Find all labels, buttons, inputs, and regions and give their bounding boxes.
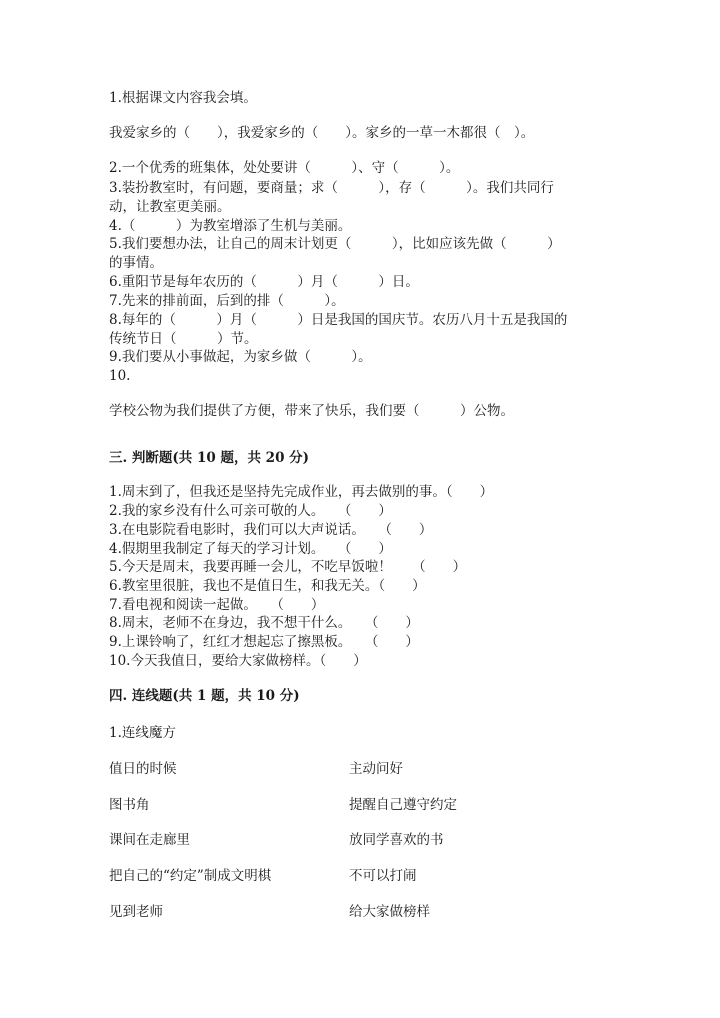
match-left-item: 把自己的“约定”制成文明棋 [109, 868, 272, 884]
match-left-item: 见到老师 [109, 904, 163, 920]
judge-item: 9.上课铃响了，红红才想起忘了擦黑板。 （ ） [109, 634, 419, 650]
section-title-match: 四. 连线题(共 1 题，共 10 分) [109, 688, 300, 704]
question-8-line-1: 8.每年的（ ）月（ ）日是我国的国庆节。农历八月十五是我国的 [109, 312, 568, 328]
question-10-body: 学校公物为我们提供了方便，带来了快乐，我们要（ ）公物。 [109, 403, 514, 419]
judge-item: 6.教室里很脏，我也不是值日生，和我无关。（ ） [109, 578, 426, 594]
match-right-item: 提醒自己遵守约定 [349, 797, 457, 813]
question-1-body: 我爱家乡的（ ），我爱家乡的（ ）。家乡的一草一木都很（ ）。 [109, 125, 535, 141]
match-right-item: 放同学喜欢的书 [349, 832, 444, 848]
match-right-item: 主动问好 [349, 761, 403, 777]
judge-item: 7.看电视和阅读一起做。 （ ） [109, 597, 325, 613]
question-6: 6.重阳节是每年农历的（ ）月（ ）日。 [109, 274, 419, 290]
match-subtitle: 1.连线魔方 [109, 725, 176, 741]
judge-item: 1.周末到了，但我还是坚持先完成作业，再去做别的事。（ ） [109, 484, 494, 500]
judge-item: 4.假期里我制定了每天的学习计划。 （ ） [109, 541, 392, 557]
judge-item: 8.周末，老师不在身边，我不想干什么。 （ ） [109, 615, 419, 631]
match-left-item: 值日的时候 [109, 761, 177, 777]
judge-item: 10.今天我值日，要给大家做榜样。（ ） [109, 653, 367, 669]
question-9: 9.我们要从小事做起，为家乡做（ ）。 [109, 349, 372, 365]
question-10-number: 10. [109, 368, 131, 384]
judge-item: 5.今天是周末，我要再睡一会儿，不吃早饭啦！ （ ） [109, 559, 467, 575]
question-2: 2.一个优秀的班集体，处处要讲（ ）、守（ ）。 [109, 160, 460, 176]
question-4: 4.（ ）为教室增添了生机与美丽。 [109, 218, 352, 234]
match-left-item: 课间在走廊里 [109, 832, 190, 848]
section-title-judge: 三. 判断题(共 10 题，共 20 分) [109, 450, 310, 466]
match-right-item: 给大家做榜样 [349, 904, 430, 920]
question-3-line-1: 3.装扮教室时，有问题，要商量；求（ ），存（ ）。我们共同行 [109, 180, 554, 196]
match-left-item: 图书角 [109, 797, 150, 813]
question-5-line-2: 的事情。 [109, 255, 163, 271]
question-1-title: 1.根据课文内容我会填。 [109, 90, 257, 106]
match-right-item: 不可以打闹 [349, 868, 417, 884]
question-3-line-2: 动，让教室更美丽。 [109, 199, 231, 215]
judge-item: 3.在电影院看电影时，我们可以大声说话。 （ ） [109, 522, 433, 538]
question-7: 7.先来的排前面，后到的排（ ）。 [109, 293, 345, 309]
question-8-line-2: 传统节日（ ）节。 [109, 331, 258, 347]
judge-item: 2.我的家乡没有什么可亲可敬的人。 （ ） [109, 503, 392, 519]
question-5-line-1: 5.我们要想办法，让自己的周末计划更（ ），比如应该先做（ ） [109, 236, 561, 252]
